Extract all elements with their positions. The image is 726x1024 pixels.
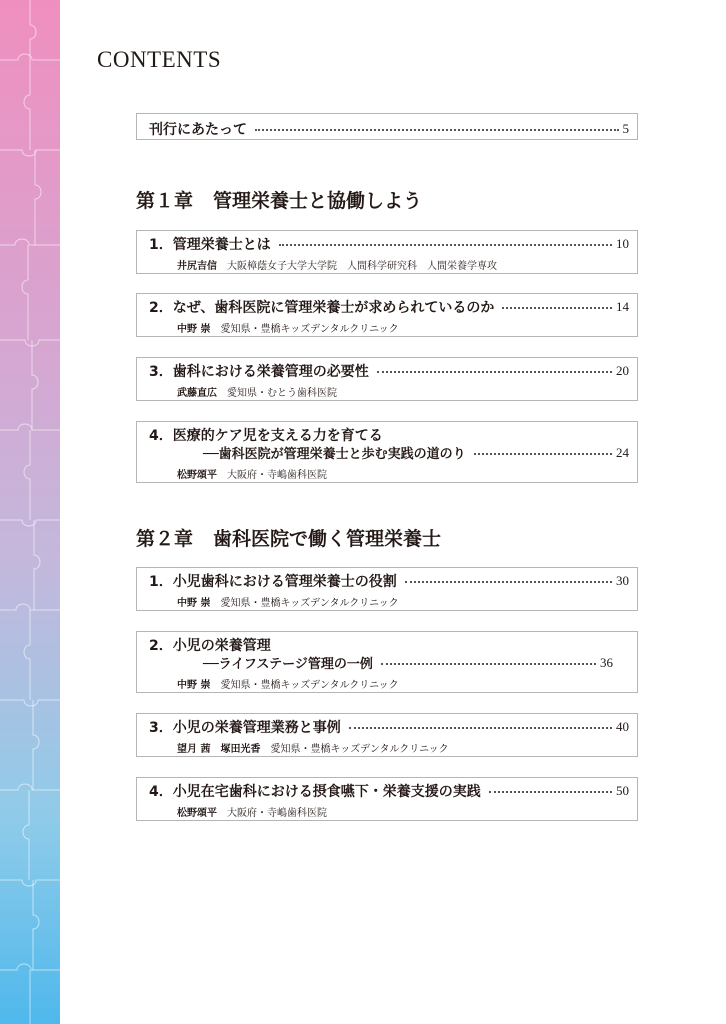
page-number: 14 — [616, 299, 629, 314]
page-number: 50 — [616, 783, 629, 798]
chapter-label: 第１章 — [136, 190, 194, 212]
toc-entry[interactable] — [136, 421, 638, 483]
author-affiliation: 愛知県・むとう歯科医院 — [227, 388, 337, 399]
entry-number: 3． — [149, 364, 173, 380]
author-affiliation: 大阪府・寺嶋歯科医院 — [227, 808, 327, 819]
toc-entry[interactable] — [136, 293, 638, 337]
leader-dots — [489, 791, 612, 793]
chapter-title: 管理栄養士と協働しよう — [213, 190, 423, 212]
chapter-label: 第２章 — [136, 528, 194, 550]
entry-title: 小児歯科における管理栄養士の役割 — [172, 574, 397, 590]
entry-title: 小児の栄養管理 — [172, 638, 271, 654]
author-affiliation: 愛知県・豊橋キッズデンタルクリニック — [220, 324, 399, 335]
author-name: 武藤直広 — [177, 388, 217, 399]
entry-number: 1． — [149, 574, 173, 590]
page-number: 24 — [616, 444, 629, 460]
toc-entry[interactable] — [136, 713, 638, 757]
entry-number: 2． — [149, 638, 173, 654]
leader-dots — [349, 727, 612, 729]
author-name: 井尻吉信 — [177, 261, 217, 272]
entry-number: 1． — [149, 237, 173, 253]
author-line — [177, 257, 497, 272]
entry-title: 医療的ケア児を支える力を育てる — [172, 428, 383, 444]
author-name: 松野頌平 — [177, 808, 217, 819]
entry-number: 3． — [149, 720, 173, 736]
toc-entry[interactable] — [136, 631, 638, 693]
puzzle-pattern-icon — [0, 0, 60, 1024]
author-line — [177, 466, 327, 481]
author-affiliation: 愛知県・豊橋キッズデンタルクリニック — [220, 598, 399, 609]
leader-dots — [474, 453, 612, 455]
author-name: 中野 崇 — [177, 680, 211, 691]
entry-title: 小児の栄養管理業務と事例 — [172, 720, 341, 736]
entry-number: 4． — [149, 784, 173, 800]
entry-title: 刊行にあたって — [149, 122, 247, 138]
entry-title: 歯科における栄養管理の必要性 — [172, 364, 369, 380]
page-number: 40 — [616, 719, 629, 734]
author-name: 中野 崇 — [177, 598, 211, 609]
author-line — [177, 740, 449, 755]
chapter-heading — [136, 186, 422, 213]
author-line — [177, 320, 399, 335]
leader-dots — [381, 663, 596, 665]
leader-dots — [255, 129, 619, 131]
toc-entry-preface[interactable] — [136, 113, 638, 140]
toc-entry[interactable] — [136, 777, 638, 821]
entry-number: 4． — [149, 428, 173, 444]
toc-entry[interactable] — [136, 357, 638, 401]
toc-entry[interactable] — [136, 567, 638, 611]
entry-title: 管理栄養士とは — [172, 237, 271, 253]
leader-dots — [405, 581, 612, 583]
chapter-heading — [136, 524, 441, 551]
decorative-puzzle-strip — [0, 0, 60, 1024]
entry-title: 小児在宅歯科における摂食嚥下・栄養支援の実践 — [172, 784, 481, 800]
page-number: 5 — [622, 121, 629, 136]
author-affiliation: 愛知県・豊橋キッズデンタルクリニック — [220, 680, 399, 691]
author-line — [177, 594, 399, 609]
toc-entry[interactable] — [136, 230, 638, 274]
page-number: 30 — [616, 573, 629, 588]
page-title: CONTENTS — [97, 47, 222, 72]
entry-title: なぜ、歯科医院に管理栄養士が求められているのか — [172, 300, 495, 316]
page-number: 10 — [616, 236, 629, 251]
page-number: 36 — [600, 654, 613, 670]
leader-dots — [377, 371, 612, 373]
page-number: 20 — [616, 363, 629, 378]
entry-number: 2． — [149, 300, 173, 316]
author-affiliation: 愛知県・豊橋キッズデンタルクリニック — [270, 744, 449, 755]
author-line — [177, 676, 399, 691]
leader-dots — [502, 307, 612, 309]
entry-subtitle: ──歯科医院が管理栄養士と歩む実践の道のり — [203, 447, 466, 462]
entry-subtitle: ──ライフステージ管理の一例 — [203, 657, 373, 672]
author-affiliation: 大阪樟蔭女子大学大学院 人間科学研究科 人間栄養学専攻 — [227, 261, 497, 272]
author-line — [177, 804, 327, 819]
chapter-title: 歯科医院で働く管理栄養士 — [213, 528, 442, 550]
author-name: 望月 茜 塚田光香 — [177, 744, 261, 755]
author-name: 松野頌平 — [177, 470, 217, 481]
author-line — [177, 384, 337, 399]
author-name: 中野 崇 — [177, 324, 211, 335]
author-affiliation: 大阪府・寺嶋歯科医院 — [227, 470, 327, 481]
leader-dots — [279, 244, 612, 246]
